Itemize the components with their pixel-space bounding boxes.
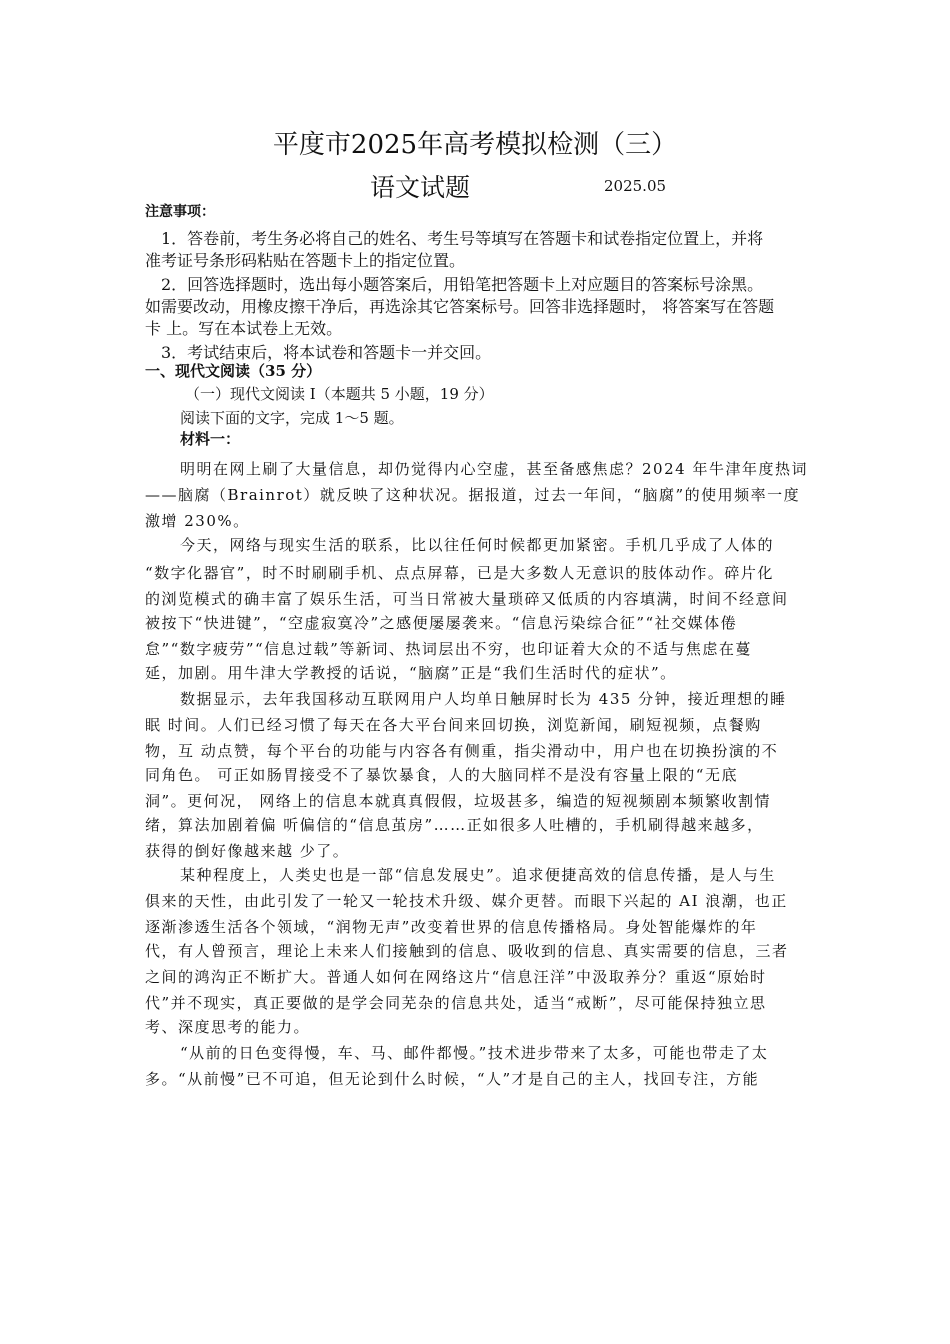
passage-line: “从前的日色变得慢，车、马、邮件都慢。”技术进步带来了太多，可能也带走了太 xyxy=(180,1044,769,1062)
section-instruction: 阅读下面的文字，完成 1～5 题。 xyxy=(180,409,404,427)
passage-line: 绪，算法加剧着偏 听偏信的“信息茧房”……正如很多人吐槽的，手机刷得越来越多， xyxy=(145,816,764,834)
exam-subject: 语文试题 xyxy=(370,173,471,202)
section-subheading: （一）现代文阅读 Ⅰ（本题共 5 小题，19 分） xyxy=(185,385,494,403)
passage-line: 代”并不现实，真正要做的是学会同芜杂的信息共处，适当“戒断”，尽可能保持独立思 xyxy=(145,994,767,1012)
passage-line: “数字化器官”，时不时刷刷手机、点点屏幕，已是大多数人无意识的肢体动作。碎片化 xyxy=(145,564,774,582)
passage-line: 获得的倒好像越来越 少了。 xyxy=(145,842,350,860)
notice-line: 1．答卷前，考生务必将自己的姓名、考生号等填写在答题卡和试卷指定位置上，并将 xyxy=(145,229,764,248)
passage-line: 考、深度思考的能力。 xyxy=(145,1018,311,1036)
passage-line: 多。“从前慢”已不可追，但无论到什么时候，“人”才是自己的主人，找回专注，方能 xyxy=(145,1070,760,1088)
passage-line: 逐渐渗透生活各个领域，“润物无声”改变着世界的信息传播格局。身处智能爆炸的年 xyxy=(145,918,758,936)
material-label: 材料一： xyxy=(180,430,241,448)
passage-line: 之间的鸿沟正不断扩大。普通人如何在网络这片“信息汪洋”中汲取养分？重返“原始时 xyxy=(145,968,767,986)
passage-line: 眠 时间。人们已经习惯了每天在各大平台间来回切换，浏览新闻，刷短视频，点餐购 xyxy=(145,716,762,734)
passage-line: ——脑腐（Brainrot）就反映了这种状况。据报道，过去一年间，“脑腐”的使用频率一度 xyxy=(145,486,801,504)
passage-line: 某种程度上，人类史也是一部“信息发展史”。追求便捷高效的信息传播，是人与生 xyxy=(180,866,776,884)
passage-line: 被按下“快进键”，“空虚寂寞冷”之感便屡屡袭来。“信息污染综合征”“社交媒体倦 xyxy=(145,614,738,632)
passage-line: 怠”“数字疲劳”“信息过载”等新词、热词层出不穷，也印证着大众的不适与焦虑在蔓 xyxy=(145,640,752,658)
notice-line: 如需要改动，用橡皮擦干净后，再选涂其它答案标号。回答非选择题时， 将答案写在答题 xyxy=(145,297,775,316)
passage-line: 数据显示，去年我国移动互联网用户人均单日触屏时长为 435 分钟，接近理想的睡 xyxy=(180,690,787,708)
passage-line: 代，有人曾预言，理论上未来人们接触到的信息、吸收到的信息、真实需要的信息，三者 xyxy=(145,942,789,960)
passage-line: 今天，网络与现实生活的联系，比以往任何时候都更加紧密。手机几乎成了人体的 xyxy=(180,536,775,554)
passage-line: 激增 230%。 xyxy=(145,512,250,530)
notice-heading: 注意事项： xyxy=(145,204,215,220)
passage-line: 同角色。 可正如肠胃接受不了暴饮暴食，人的大脑同样不是没有容量上限的“无底 xyxy=(145,766,738,784)
notice-line: 准考证号条形码粘贴在答题卡上的指定位置。 xyxy=(145,251,466,270)
passage-line: 洞”。更何况， 网络上的信息本就真真假假，垃圾甚多，编造的短视频剧本频繁收割情 xyxy=(145,792,771,810)
notice-line: 2．回答选择题时，选出每小题答案后，用铅笔把答题卡上对应题目的答案标号涂黑。 xyxy=(145,275,764,294)
notice-line: 3．考试结束后，将本试卷和答题卡一并交回。 xyxy=(145,343,492,362)
section-heading: 一、现代文阅读（35 分） xyxy=(145,362,322,380)
notice-line: 卡 上。写在本试卷上无效。 xyxy=(145,319,343,338)
passage-line: 俱来的天性，由此引发了一轮又一轮技术升级、媒介更替。而眼下兴起的 AI 浪潮，也正 xyxy=(145,892,788,910)
passage-line: 延，加剧。用牛津大学教授的话说，“脑腐”正是“我们生活时代的症状”。 xyxy=(145,664,677,682)
passage-line: 明明在网上刷了大量信息，却仍觉得内心空虚，甚至备感焦虑？2024 年牛津年度热词 xyxy=(180,460,808,478)
passage-line: 物，互 动点赞，每个平台的功能与内容各有侧重，指尖滑动中，用户也在切换扮演的不 xyxy=(145,742,779,760)
passage-line: 的浏览模式的确丰富了娱乐生活，可当日常被大量琐碎又低质的内容填满，时间不经意间 xyxy=(145,590,789,608)
exam-title: 平度市2025年高考模拟检测（三） xyxy=(272,130,678,160)
exam-date: 2025.05 xyxy=(604,177,667,195)
